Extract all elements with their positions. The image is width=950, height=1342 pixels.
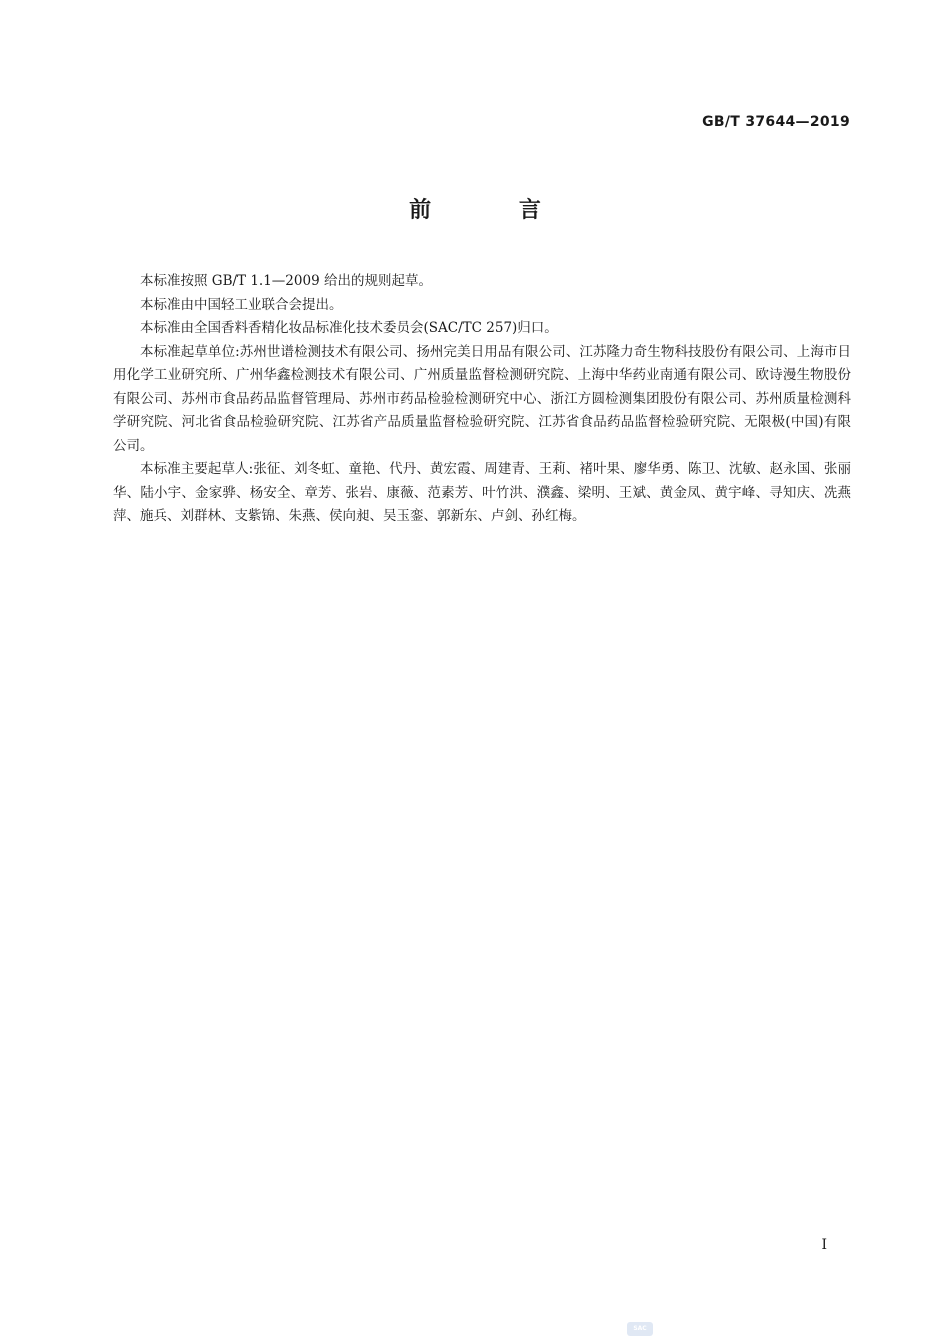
paragraph-drafting-rules: 本标准按照 GB/T 1.1—2009 给出的规则起草。	[140, 273, 432, 289]
preface-body	[113, 270, 851, 529]
paragraph-proposer: 本标准由中国轻工业联合会提出。	[140, 296, 343, 313]
page-title: 前 言	[409, 198, 581, 223]
paragraph-drafters: 本标准主要起草人:张征、刘冬虹、童艳、代丹、黄宏霞、周建青、王莉、褚叶果、廖华勇、陈卫、沈敏、赵永国、张丽华、陆小宇、金家骅、杨安全、章芳、张岩、康薇、范素芳、叶竹洪、濮鑫、梁明、王斌、黄金凤、黄宇峰、寻知庆、冼燕萍、施兵、刘群林、支紫锦、朱燕、侯向昶、吴玉銮、郭新东、卢剑、孙红梅。	[113, 461, 851, 524]
standard-number: GB/T 37644—2019	[702, 114, 850, 130]
paragraph-drafting-organizations: 本标准起草单位:苏州世谱检测技术有限公司、扬州完美日用品有限公司、江苏隆力奇生物科技股份有限公司、上海市日用化学工业研究所、广州华鑫检测技术有限公司、广州质量监督检测研究院、上海中华药业南通有限公司、欧诗漫生物股份有限公司、苏州市食品药品监督管理局、苏州市药品检验检测研究中心、浙江方圆检测集团股份有限公司、苏州质量检测科学研究院、河北省食品检验研究院、江苏省产品质量监督检验研究院、江苏省食品药品监督检验研究院、无限极(中国)有限公司。	[113, 343, 851, 454]
paragraph-centralized-unit: 本标准由全国香料香精化妆品标准化技术委员会(SAC/TC 257)归口。	[140, 320, 558, 336]
page-number: I	[821, 1237, 827, 1253]
sac-watermark-logo: SAC	[627, 1322, 653, 1336]
